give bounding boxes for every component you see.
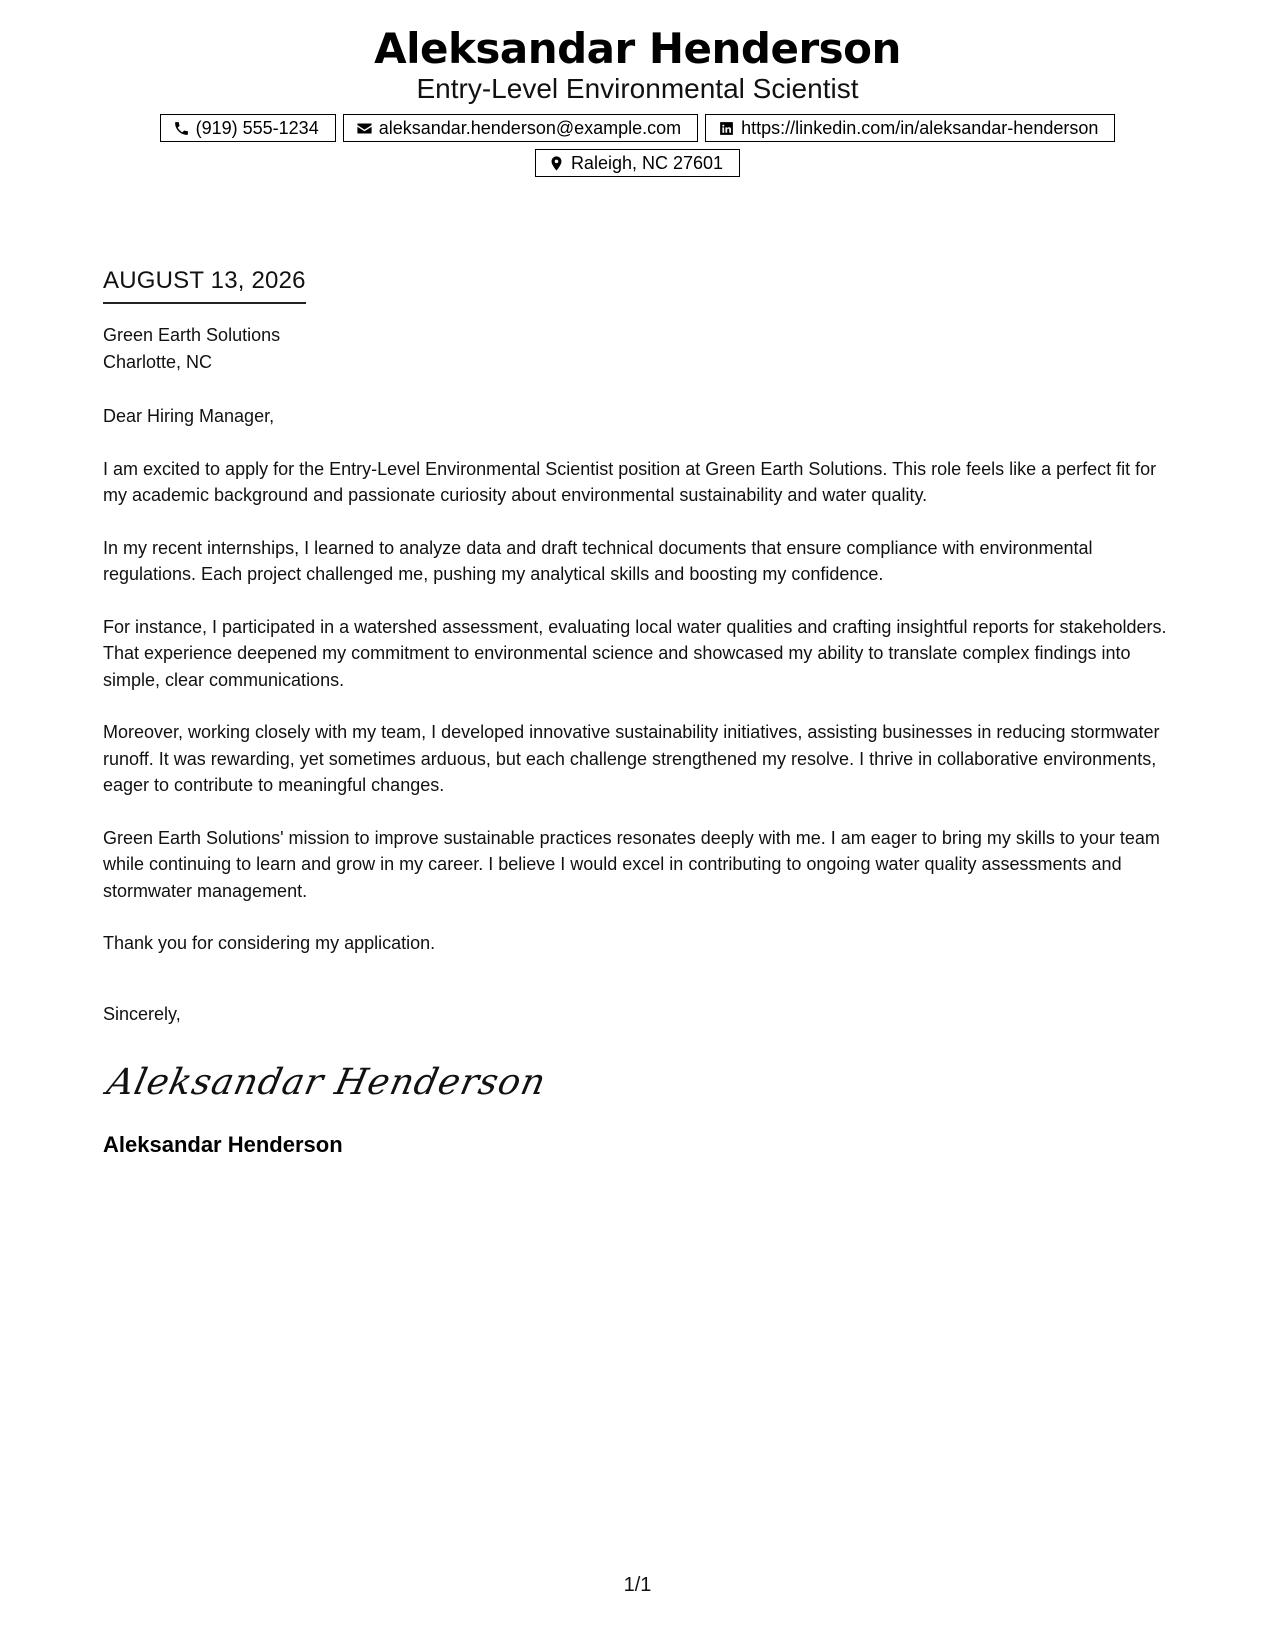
paragraph: For instance, I participated in a watershed assessment, evaluating local water qualities and crafting insightful reports for stakeholders. That experience deepened my commitment to environmental science and showcased my ability to translate complex findings into simple, clear communications. — [103, 616, 1167, 690]
recipient-company: Green Earth Solutions — [103, 325, 281, 345]
paragraph: I am excited to apply for the Entry-Level Environmental Scientist position at Green Earth Solutions. This role feels like a perfect fit for my academic background and passionate curiosity about environmental sustainability and water quality. — [103, 458, 1157, 505]
paragraph: Moreover, working closely with my team, I developed innovative sustainability initiatives, assisting businesses in reducing stormwater runoff. It was rewarding, yet sometimes arduous, but each challenge strengthened my resolve. I thrive in collaborative environments, eager to contribute to meaningful changes. — [103, 722, 1160, 795]
applicant-role: Entry-Level Environmental Scientist — [416, 73, 859, 104]
linkedin-icon — [718, 120, 735, 137]
paragraph: Green Earth Solutions' mission to improve sustainable practices resonates deeply with me. I am eager to bring my skills to your team while continuing to learn and grow in my career. I believe I would excel in contributing to ongoing water quality assessments and stormwater management. — [103, 827, 1160, 901]
signed-name: Aleksandar Henderson — [103, 1132, 343, 1157]
contact-location — [535, 149, 740, 177]
location-text: Raleigh, NC 27601 — [570, 153, 724, 173]
recipient-location: Charlotte, NC — [103, 352, 213, 372]
paragraph: In my recent internships, I learned to analyze data and draft technical documents that ensure compliance with environmental regulations. Each project challenged me, pushing my analytical skills and boosting my confidence. — [103, 537, 1093, 584]
handwritten-signature: Aleksandar Henderson — [103, 1062, 550, 1103]
phone-icon — [173, 120, 190, 137]
letter-date: AUGUST 13, 2026 — [103, 266, 306, 304]
contact-phone[interactable] — [160, 114, 336, 142]
page-number: 1/1 — [623, 1574, 652, 1596]
thank-you-line: Thank you for considering my application. — [103, 933, 436, 953]
letter-body — [103, 266, 1178, 1159]
applicant-name: Aleksandar Henderson — [374, 24, 901, 73]
map-marker-icon — [548, 155, 565, 172]
email-text: aleksandar.henderson@example.com — [378, 118, 682, 138]
recipient-block — [103, 322, 1178, 376]
letter-header — [0, 22, 1275, 177]
contact-linkedin[interactable] — [705, 114, 1115, 142]
phone-text: (919) 555-1234 — [195, 118, 319, 138]
linkedin-text: https://linkedin.com/in/aleksandar-henderson — [741, 118, 1099, 138]
contact-email[interactable] — [343, 114, 698, 142]
closing: Sincerely, — [103, 1003, 181, 1024]
contact-list — [0, 114, 1275, 177]
greeting: Dear Hiring Manager, — [103, 406, 275, 426]
envelope-icon — [356, 120, 373, 137]
